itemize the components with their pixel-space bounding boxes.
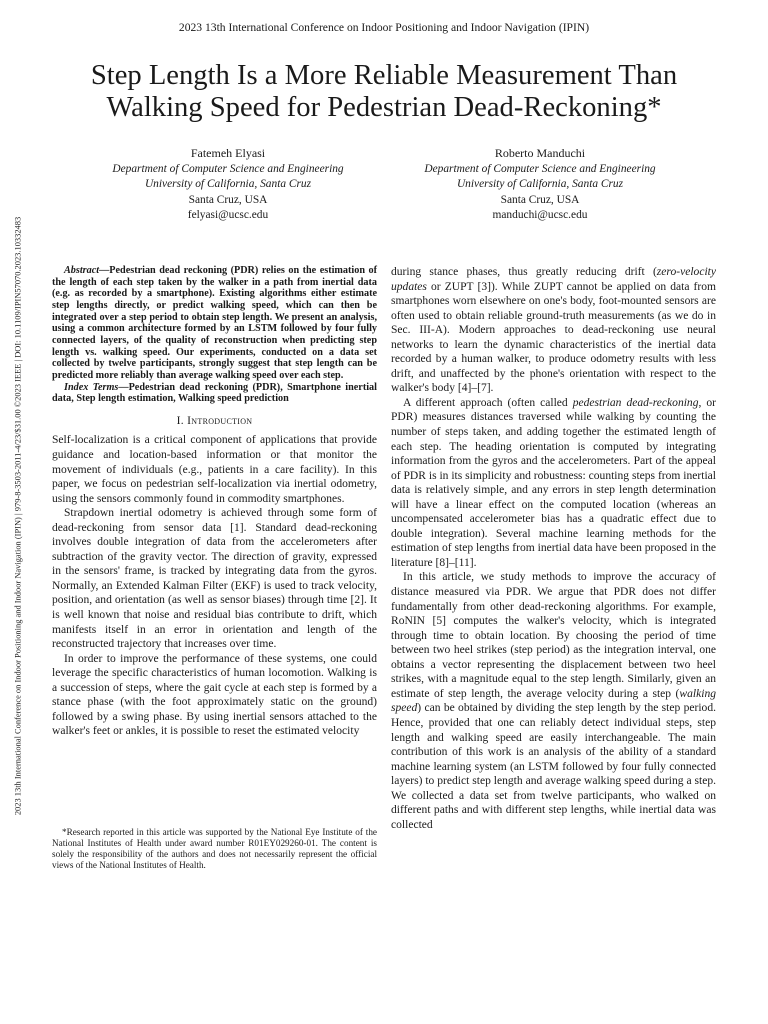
title-line-1: Step Length Is a More Reliable Measurement Than	[90, 60, 678, 91]
right-column	[391, 265, 716, 832]
text-run: A different approach (often called	[403, 396, 573, 409]
abstract-label: Abstract	[64, 265, 100, 276]
side-margin-banner	[2, 166, 34, 866]
title-line-2: Walking Speed for Pedestrian Dead-Reckoning*	[106, 92, 662, 123]
author-location: Santa Cruz, USA	[188, 193, 268, 206]
text-run: during stance phases, thus greatly reducing drift (	[391, 266, 657, 278]
abstract-text: —Pedestrian dead reckoning (PDR) relies on the estimation of the length of each step taken by the walker in a path from inertial data (e.g. as recorded by a smartphone). Existing algorithms either estimate step lengths directly, or predict walking speed, which can then be integrated over a step period to obtain step length. We present an analysis, using a common architecture formed by an LSTM followed by four fully connected layers, of the quality of reconstruction when predicting step length vs. walking speed. Our experiments, conducted on a data set collected by twelve participants, strongly suggest that step length can be predicted more reliably than average walking speed over each step.	[52, 265, 377, 381]
author-email[interactable]: felyasi@ucsc.edu	[187, 209, 269, 221]
italic-term: zero-velocity updates	[391, 266, 716, 293]
text-run: ) can be obtained by dividing the step length by the step period. Hence, provided that one can reliably detect individual steps, step length and walking speed are easily interchangeable. The main contribution of this work is an analysis of the ability of a standard machine learning system (an LSTM followed by four fully connected layers) to predict step length and average walking speed during a step. We collected a data set from twelve participants, who walked on different paths and with different step lengths, while inertial data was collected	[391, 702, 716, 831]
author-university: University of California, Santa Cruz	[456, 178, 624, 190]
funding-footnote	[52, 827, 377, 871]
author-location: Santa Cruz, USA	[500, 193, 580, 206]
text-run: or ZUPT [3]). While ZUPT cannot be applied on data from smartphones worn elsewhere on one's body, foot-mounted sensors are often used to obtain reliable ground-truth measurements (as we do in Sec. III-A). Modern approaches to dead-reckoning use neural networks to learn the dynamic characteristics of the inertial data recorded by a human walker, to produce odometry results with less drift, and unaffected by the phone's orientation with respect to the walker's body [4]–[7].	[391, 280, 716, 395]
author-email[interactable]: manduchi@ucsc.edu	[492, 209, 588, 221]
italic-term: pedestrian dead-reckoning	[572, 396, 699, 409]
author-block-1	[63, 146, 393, 224]
intro-paragraph-3: In order to improve the performance of these systems, one could leverage the specific characteristics of human locomotion. Walking is a succession of steps, where the gait cycle at each step is formed by a stance phase (with the foot approximately static on the ground) followed by a swing phase. By using inertial sensors attached to the walker's feet or ankles, it is possible to reset the estimated velocity	[52, 652, 377, 738]
author-name: Fatemeh Elyasi	[190, 146, 266, 160]
index-terms	[52, 382, 377, 405]
body-paragraph-zupt	[391, 265, 716, 396]
abstract	[52, 265, 377, 382]
section-heading-introduction: I. Introduction	[176, 413, 253, 427]
text-run: , or PDR) measures distances traversed while walking by counting the number of steps taken, and adding together the estimated length of each step. The heading orientation is computed by integrating information from the gyros and the accelerometers. Part of the appeal of PDR is in its simplicity and robustness: counting steps from inertial data is relatively simple, and any errors in step length determination will have a linear effect on the computed location (whereas an uncompensated accelerometer bias has a quadratic effect due to double integration). Several machine learning methods for the estimation of step lengths from inertial data have been proposed in the literature [8]–[11].	[391, 396, 716, 569]
author-department: Department of Computer Science and Engineering	[424, 162, 656, 175]
italic-term: walking speed	[391, 687, 716, 715]
doi-citation-text: 2023 13th International Conference on Indoor Positioning and Indoor Navigation (IPIN) | 979-8-3503-2011-4/23/$31.00 ©2023 IEEE | DOI: 10.1109/IPIN57070.2023.10332483	[13, 216, 23, 816]
text-run: In this article, we study methods to improve the accuracy of distance measured via PDR. We argue that PDR does not differ fundamentally from other dead-reckoning algorithms. For example, RoNIN [5] computes the walker's velocity, which is integrated through time to obtain location. By choosing the period of time between two heel strikes (step period) as the integration interval, one obtains a vector representing the displacement between two heel strikes, with a magnitude equal to the step length. Similarly, given an estimate of step length, the average velocity during a step (	[391, 571, 716, 700]
index-terms-text: —Pedestrian dead reckoning (PDR), Smartphone inertial data, Step length estimation, Walking speed prediction	[52, 381, 377, 405]
intro-paragraph-1: Self-localization is a critical component of applications that provide guidance and location-based information or that monitor the movement of individuals (e.g., patients in a care facility). In this paper, we focus on pedestrian self-localization via inertial odometry, using the sensors commonly found in commodity smartphones.	[52, 434, 377, 505]
body-paragraph-pdr	[391, 396, 716, 571]
author-name: Roberto Manduchi	[494, 146, 586, 160]
footnote-text: *Research reported in this article was supported by the National Eye Institute of the National Institutes of Health under award number R01EY029260-01. The content is solely the responsibility of the authors and does not necessarily represent the official views of the National Institutes of Health.	[52, 827, 377, 870]
author-university: University of California, Santa Cruz	[144, 178, 312, 190]
intro-paragraph-2: Strapdown inertial odometry is achieved through some form of dead-reckoning from sensor data [1]. Standard dead-reckoning involves double integration of data from the accelerometers after subtraction of the gravity vector. The direction of gravity, expressed in the sensors' frame, is tracked by integrating data from the gyros. Normally, an Extended Kalman Filter (EKF) is used to track velocity, position, and orientation (as well as sensor biases) through time [2]. It is well known that noise and residual bias contribute to drift, which manifests itself in an error in orientation and length of the reconstructed trajectory that increases over time.	[52, 507, 377, 651]
index-terms-label: Index Terms	[64, 381, 119, 393]
body-paragraph-contribution	[391, 570, 716, 832]
author-department: Department of Computer Science and Engineering	[112, 162, 344, 175]
left-column	[52, 265, 377, 739]
author-block-2	[375, 146, 705, 224]
paper-title	[30, 60, 738, 124]
conference-header: 2023 13th International Conference on Indoor Positioning and Indoor Navigation (IPIN)	[178, 21, 590, 34]
